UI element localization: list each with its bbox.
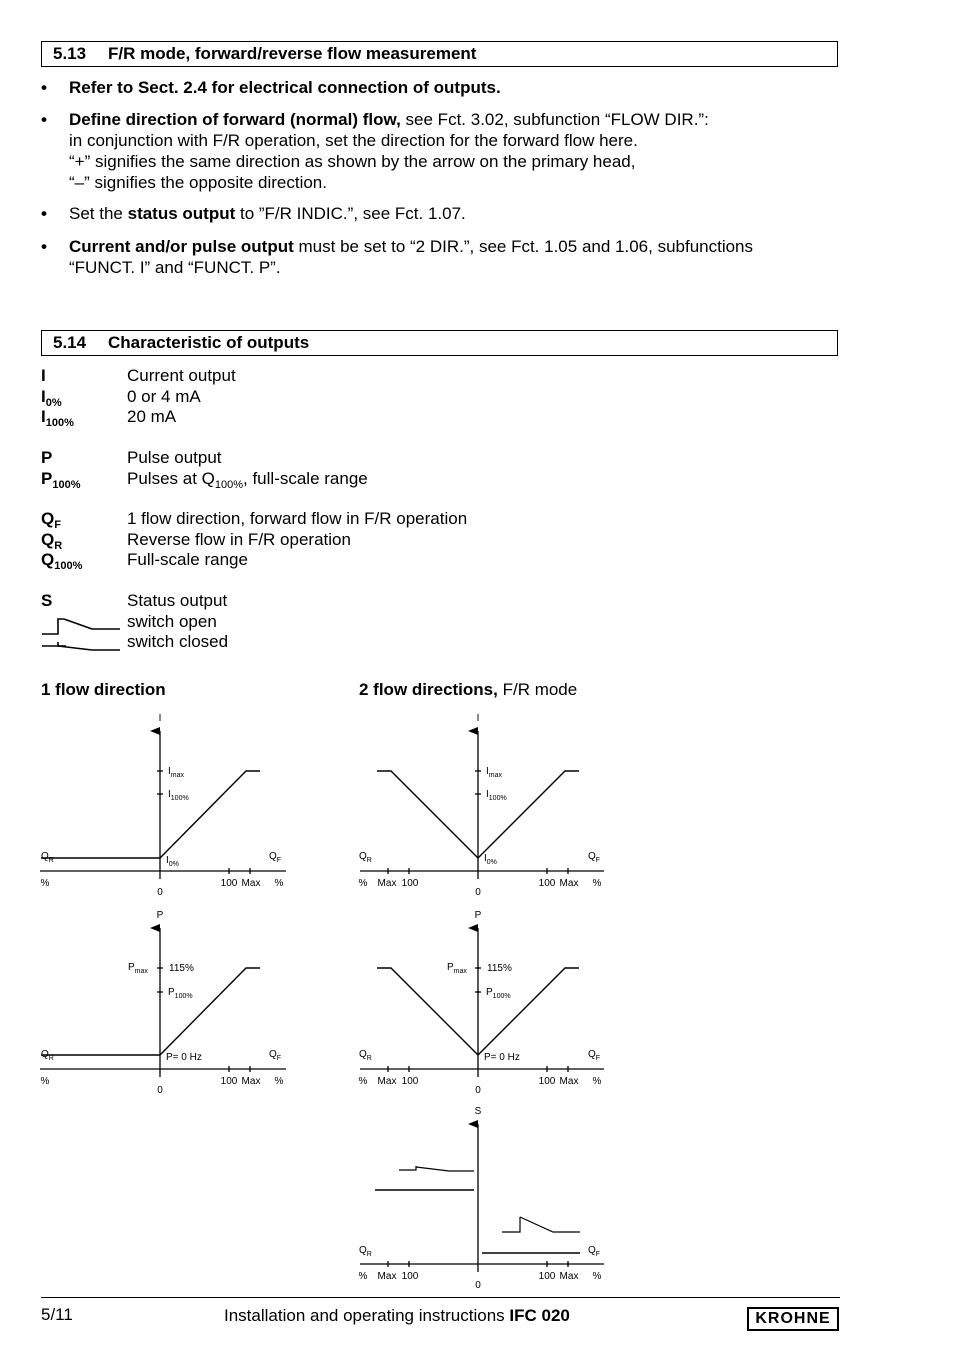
label-qf: $Q_F$ [269,851,282,864]
pct-label-right: % [592,878,602,889]
label-qr: $Q_R$ [41,851,54,864]
y-axis-label: P [474,910,482,921]
label-i0: $I_{0\%}$ [166,855,179,868]
desc-I100: 20 mA [127,407,177,426]
symbol-QR: $Q_R$ [41,530,63,552]
origin-label: 0 [157,887,163,898]
label-p100: $P_{100\%}$ [168,987,193,1000]
switch-closed-mark [399,1166,416,1170]
bullet-2-line-2: in conjunction with F/R operation, set the direction for the forward flow here. [69,131,638,150]
pct-label-left: % [40,1076,50,1087]
pct-label-left: % [358,1076,368,1087]
label-i100: $I_{100\%}$ [486,789,507,802]
y-axis-label: S [474,1106,482,1117]
tick-label-max-right: Max [241,878,261,889]
desc-P100: Pulses at $Q_{100\%}$, full-scale range [127,469,368,491]
symbol-Q100: $Q_{100\%}$ [41,550,83,572]
tick-label-100-left: 100 [401,878,419,889]
section-number: 5.14 [53,333,87,352]
symbol-P100: $P_{100\%}$ [41,469,81,491]
tick-label-max-right: Max [559,1271,579,1282]
label-qr: $Q_R$ [359,851,372,864]
page-number: 5/11 [41,1305,73,1324]
switch-symbols-icon [40,616,124,656]
label-i0: $I_{0\%}$ [484,853,497,866]
origin-label: 0 [157,1085,163,1096]
desc-switch-closed: switch closed [127,632,229,651]
bullet-4-line-2: “FUNCT. I” and “FUNCT. P”. [69,258,281,277]
bullet-3-pre: Set the [69,204,128,223]
desc-I: Current output [127,366,236,385]
bullet-1-text: Refer to Sect. 2.4 for electrical connection of outputs. [69,78,501,97]
label-qr: $Q_R$ [359,1245,372,1258]
tick-label-100-right: 100 [538,878,556,889]
symbol-QF: $Q_F$ [41,509,61,531]
bullet-3: • Set the status output to ”F/R INDIC.”, see Fct. 1.07. [41,204,466,223]
label-imax: $I_{max}$ [486,766,503,779]
pct-label-right: % [274,1076,284,1087]
section-5-14-header [41,330,838,356]
tick-label-100-left: 100 [401,1076,419,1087]
section-title: Characteristic of outputs [108,333,310,352]
tick-label-max-right: Max [559,1076,579,1087]
section-number: 5.13 [53,44,87,63]
desc-S: Status output [127,591,228,610]
two-direction-title: 2 flow directions, F/R mode [359,680,578,699]
label-qf: $Q_F$ [588,851,601,864]
symbol-S: S [41,591,53,610]
switch-closed-arm [416,1167,474,1171]
desc-P: Pulse output [127,448,222,467]
label-pmax: $P_{max}$ [128,962,148,975]
label-qf: $Q_F$ [588,1245,601,1258]
desc-QF: 1 flow direction, forward flow in F/R operation [127,509,468,528]
tick-label-100-left: 100 [401,1271,419,1282]
bullet-4: • Current and/or pulse output must be set to “2 DIR.”, see Fct. 1.05 and 1.06, subfunctions “FUNCT. I” and “FUNCT. P”. [41,236,841,278]
label-115: 115% [169,963,194,974]
y-axis-label: I [158,713,162,724]
label-qr: $Q_R$ [41,1049,54,1062]
section-title: F/R mode, forward/reverse flow measurement [108,44,477,63]
tick-label-100-right: 100 [220,878,238,889]
tick-label-max-right: Max [241,1076,261,1087]
label-p0hz: P= 0 Hz [166,1052,202,1063]
symbol-I: I [41,366,46,385]
desc-switch-open: switch open [127,612,217,631]
characteristic-diagrams [0,700,954,1300]
tick-label-100-right: 100 [538,1271,556,1282]
origin-label: 0 [475,887,481,898]
desc-I0: 0 or 4 mA [127,387,201,406]
label-qf: $Q_F$ [269,1049,282,1062]
label-imax: $I_{max}$ [168,766,185,779]
tick-label-max-left: Max [377,1271,397,1282]
manual-title: Installation and operating instructions IFC 020 [224,1306,570,1325]
pct-label-left: % [358,878,368,889]
desc-QR: Reverse flow in F/R operation [127,530,351,549]
footer-rule [41,1297,840,1298]
pct-label-right: % [274,878,284,889]
symbol-I0: $I_{0\%}$ [41,387,62,409]
label-qf: $Q_F$ [588,1049,601,1062]
pct-label-left: % [40,878,50,889]
bullet-2-line-3: “+” signifies the same direction as shown by the arrow on the primary head, [69,152,636,171]
origin-label: 0 [475,1280,481,1291]
switch-open-mark [502,1217,520,1232]
bullet-2-bold: Define direction of forward (normal) flow, [69,110,401,129]
pulse-curve-1dir [41,968,260,1055]
pct-label-right: % [592,1076,602,1087]
label-i100: $I_{100\%}$ [168,789,189,802]
bullet-2-rest: see Fct. 3.02, subfunction “FLOW DIR.”: [400,110,709,129]
pct-label-left: % [358,1271,368,1282]
current-curve-1dir [41,771,260,858]
section-5-13-header [41,41,838,67]
label-p100: $P_{100\%}$ [486,987,511,1000]
bullet-4-bold: Current and/or pulse output [69,237,294,256]
tick-label-100-right: 100 [220,1076,238,1087]
switch-open-arm [520,1217,580,1232]
krohne-logo: KROHNE [747,1307,839,1331]
tick-label-100-right: 100 [538,1076,556,1087]
bullet-2: • Define direction of forward (normal) flow, see Fct. 3.02, subfunction “FLOW DIR.”: in conjunction with F/R operation, set the direction for the forward flow here. “+” signifies the same direction as shown by the arrow on the primary head, “–” signifies the opposite direction. [41,109,841,193]
bullet-3-post: to ”F/R INDIC.”, see Fct. 1.07. [235,204,466,223]
tick-label-max-left: Max [377,878,397,889]
bullet-4-rest: must be set to “2 DIR.”, see Fct. 1.05 and 1.06, subfunctions [293,237,754,256]
one-direction-title: 1 flow direction [41,680,166,699]
label-qr: $Q_R$ [359,1049,372,1062]
label-pmax: $P_{max}$ [447,962,467,975]
label-p0hz: P= 0 Hz [484,1052,520,1063]
bullet-1: • Refer to Sect. 2.4 for electrical connection of outputs. [41,78,501,97]
bullet-3-bold: status output [127,204,236,223]
bullet-2-line-4: “–” signifies the opposite direction. [69,173,327,192]
symbol-I100: $I_{100\%}$ [41,407,74,429]
origin-label: 0 [475,1085,481,1096]
label-115: 115% [487,963,512,974]
y-axis-label: I [476,713,480,724]
symbol-P: P [41,448,53,467]
pct-label-right: % [592,1271,602,1282]
desc-Q100: Full-scale range [127,550,248,569]
tick-label-max-left: Max [377,1076,397,1087]
tick-label-max-right: Max [559,878,579,889]
y-axis-label: P [156,910,164,921]
